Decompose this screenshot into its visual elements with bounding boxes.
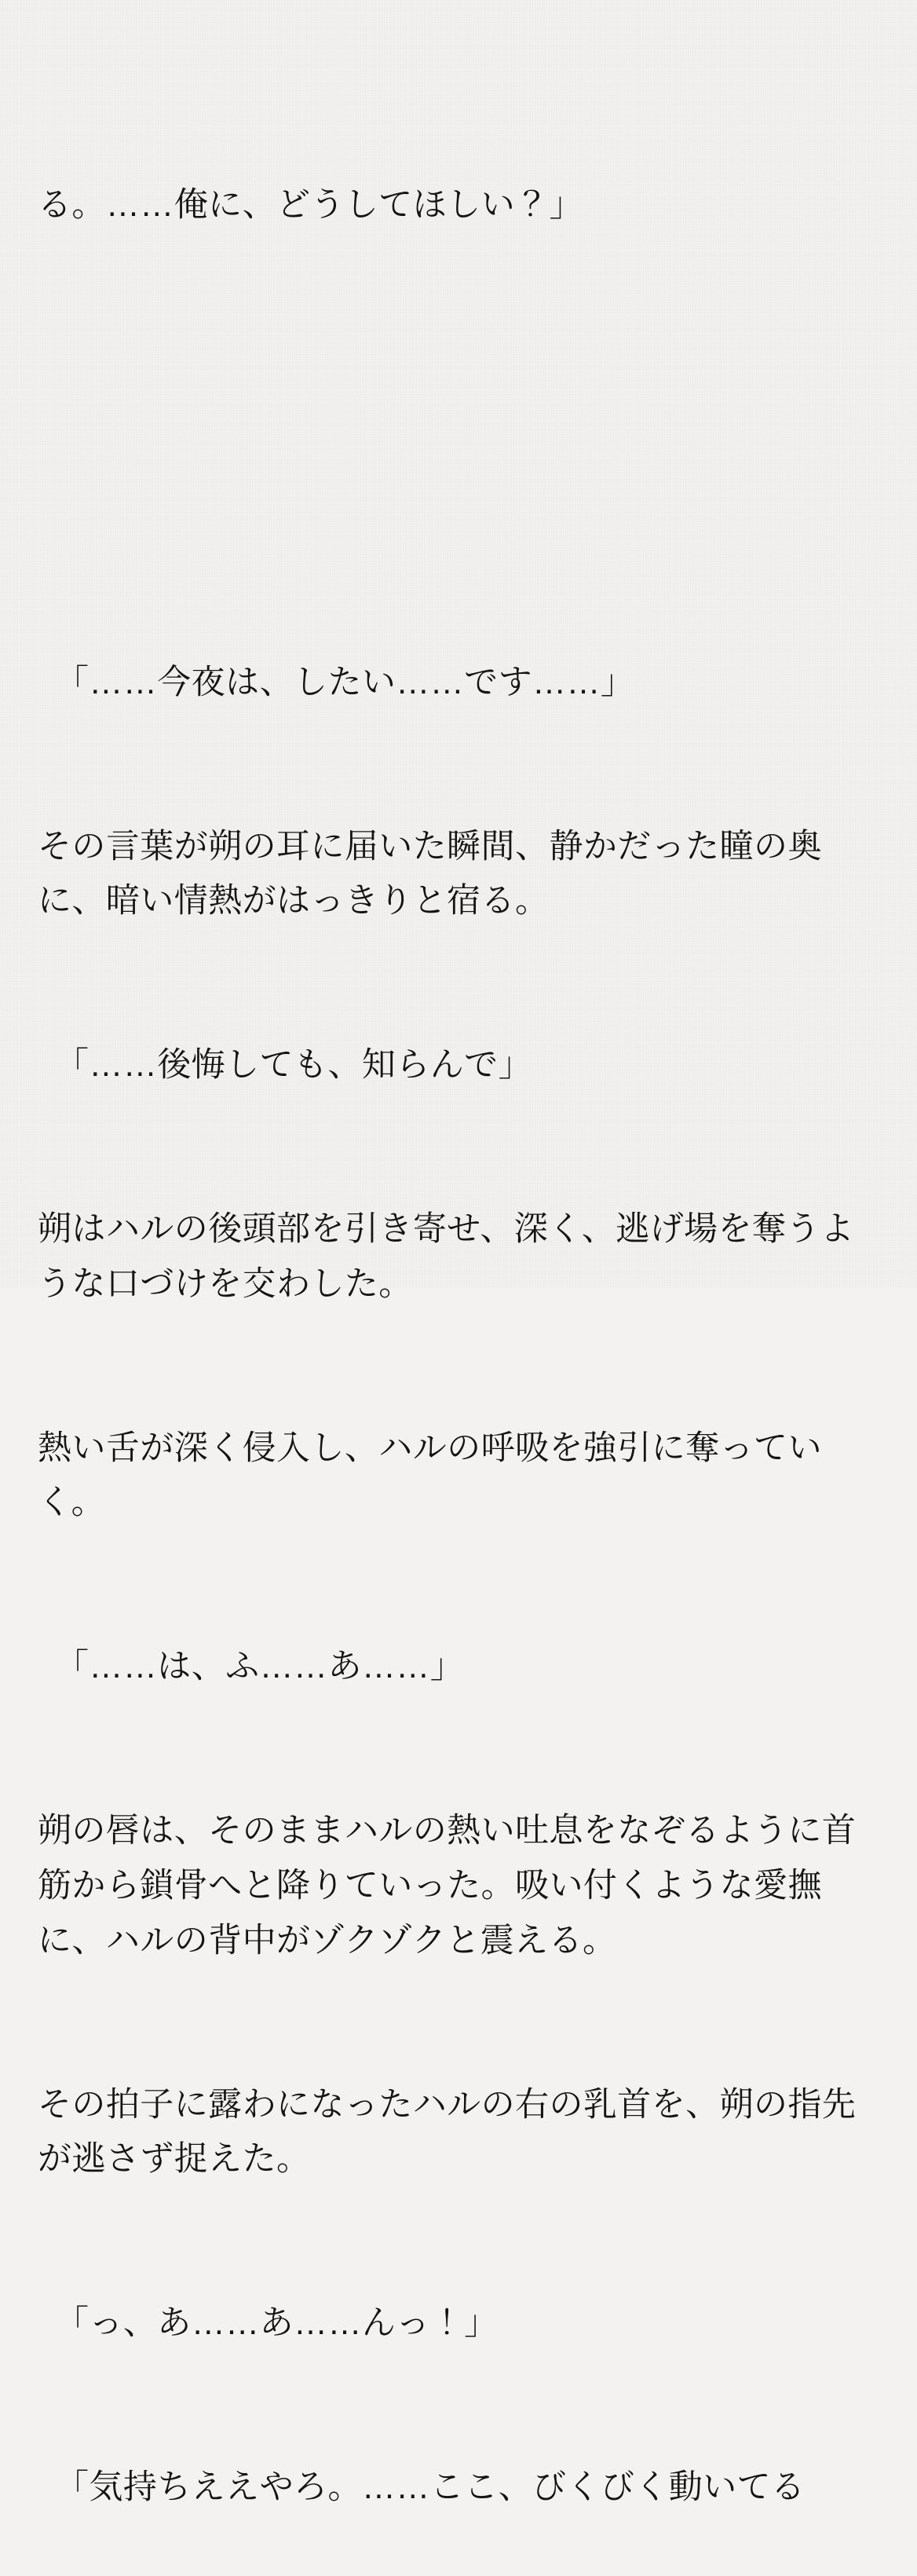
body-text: [38, 14, 873, 2576]
paragraph: 「気持ちええやろ。……ここ、びくびく動いてる: [55, 2468, 806, 2507]
paragraph: 「……今夜は、したい……です……」: [55, 663, 635, 701]
paragraph: 「……は、ふ……あ……」: [55, 1648, 465, 1686]
paragraph: 朔はハルの後頭部を引き寄せ、深く、逃げ場を奪うような口づけを交わした。: [38, 1210, 855, 1303]
paragraph-spacer: [38, 397, 873, 492]
paragraph: 「っ、あ……あ……んっ！」: [55, 2304, 499, 2343]
paragraph: その言葉が朔の耳に届いた瞬間、静かだった瞳の奥に、暗い情熱がはっきりと宿る。: [38, 827, 822, 920]
paragraph: 朔の唇は、そのままハルの熱い吐息をなぞるように首筋から鎖骨へと降りていった。吸い付くような愛撫に、ハルの背中がゾクゾクと震える。: [38, 1812, 857, 1959]
paragraph: る。……俺に、どうしてほしい？」: [38, 185, 583, 224]
paragraph: 「……後悔しても、知らんで」: [55, 1046, 533, 1085]
paragraph: その拍子に露わになったハルの右の乳首を、朔の指先が逃さず捉えた。: [38, 2085, 857, 2179]
paragraph: 熱い舌が深く侵入し、ハルの呼吸を強引に奪っていく。: [38, 1429, 822, 1522]
